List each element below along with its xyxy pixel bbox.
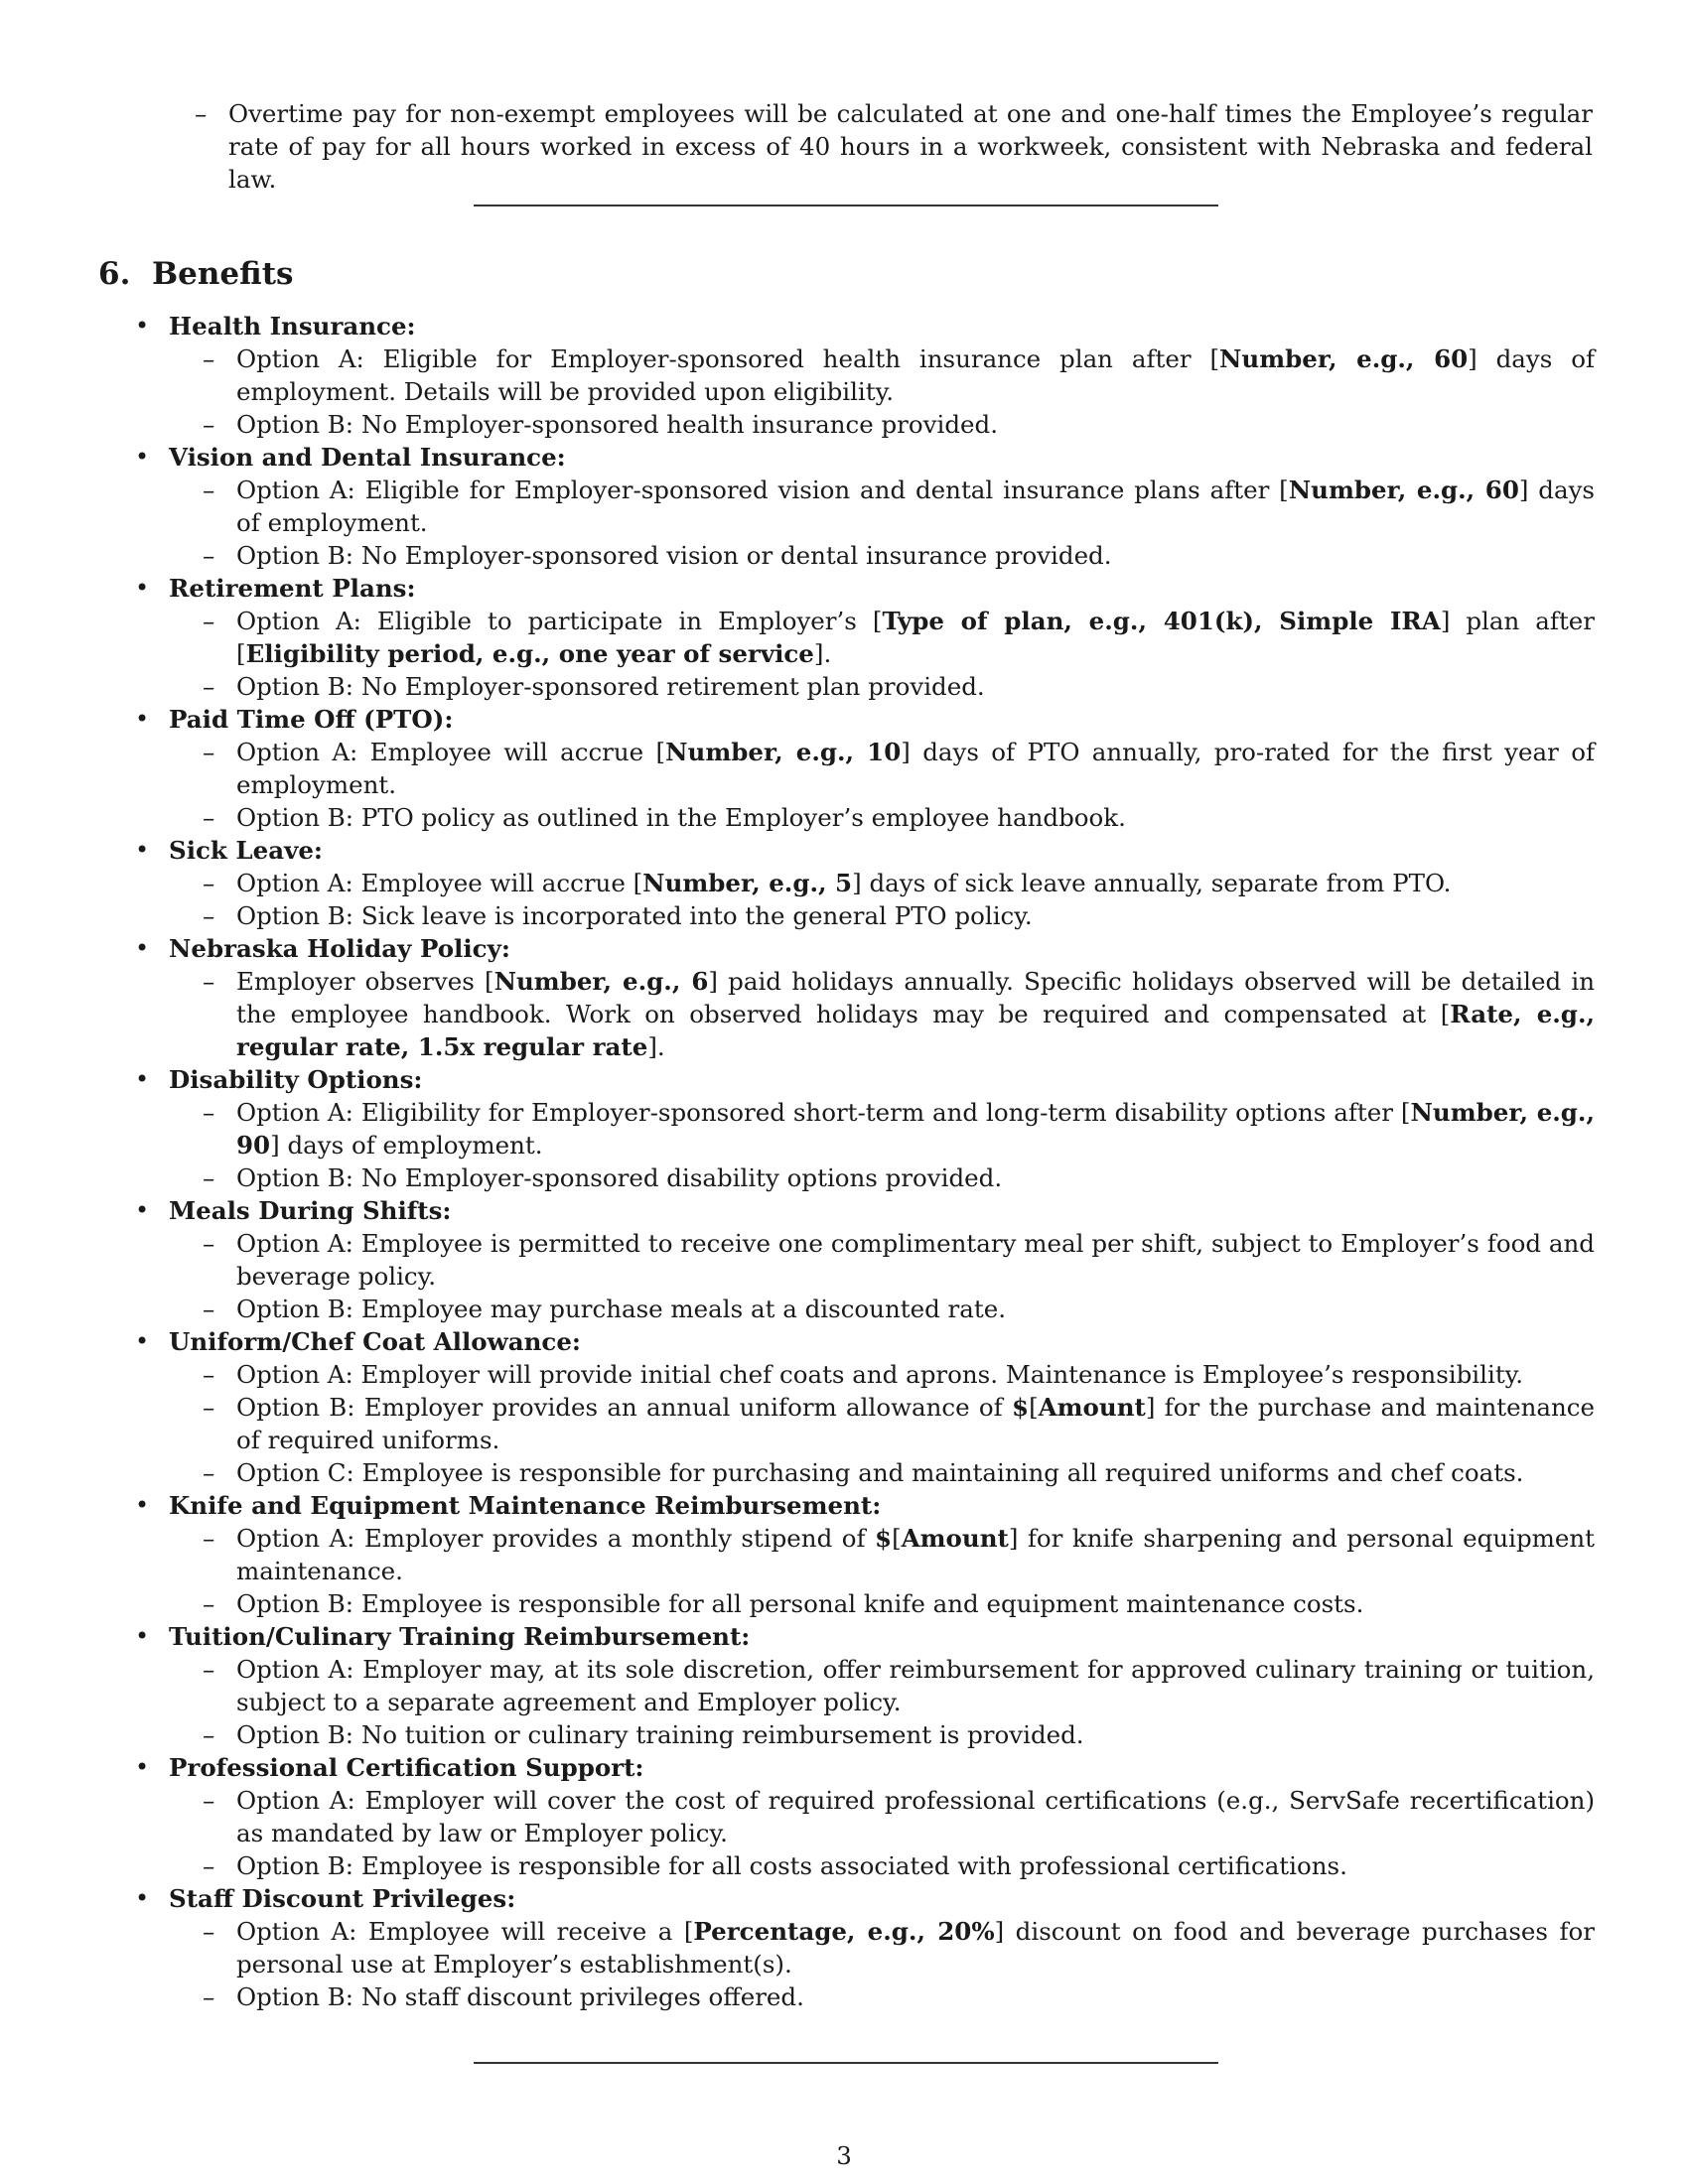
option-text: Option B: Employer provides an annual uniform allowance of (236, 1393, 1012, 1422)
option-list (169, 965, 1595, 1063)
benefit-item (135, 1325, 1595, 1489)
dash-marker: – (203, 967, 215, 996)
benefit-option (203, 1227, 1595, 1293)
option-text: ] days of sick leave annually, separate from PTO. (852, 869, 1452, 897)
bullet-marker: • (135, 1622, 150, 1650)
option-text: Option A: Eligible to participate in Employer’s [ (236, 607, 883, 635)
dash-marker: – (203, 1917, 215, 1946)
bullet-marker: • (135, 1491, 150, 1519)
option-placeholder: Number, e.g., 60 (1288, 476, 1519, 504)
bullet-marker: • (135, 836, 150, 864)
benefit-title: Staff Discount Privileges: (169, 1884, 516, 1913)
benefit-item (135, 1063, 1595, 1194)
option-list (169, 342, 1595, 441)
dash-marker: – (203, 1360, 215, 1389)
benefit-option (203, 965, 1595, 1063)
section-divider (474, 2062, 1218, 2064)
option-text: Employer observes [ (236, 967, 494, 996)
bullet-marker: • (135, 1065, 150, 1093)
benefit-option (203, 342, 1595, 408)
option-list (169, 474, 1595, 572)
option-placeholder: $ (1012, 1393, 1030, 1422)
benefit-option (203, 1587, 1595, 1620)
benefit-option (203, 736, 1595, 801)
option-text: ] discount on food and beverage purchases for personal use at Employer’s establishment(s). (236, 1917, 1595, 1979)
benefit-option (203, 899, 1595, 932)
benefit-title: Health Insurance: (169, 312, 416, 341)
bullet-marker: • (135, 312, 150, 340)
benefit-item (135, 310, 1595, 441)
dash-marker: – (203, 1229, 215, 1258)
option-placeholder: Number, e.g., 60 (1219, 344, 1469, 373)
option-text: Option B: No Employer-sponsored health insurance provided. (236, 410, 998, 439)
option-text: Option B: PTO policy as outlined in the Employer’s employee handbook. (236, 803, 1126, 832)
benefit-item (135, 1194, 1595, 1325)
benefit-item (135, 834, 1595, 932)
benefit-option (203, 1784, 1595, 1849)
bullet-marker: • (135, 1884, 150, 1912)
bullet-marker: • (135, 443, 150, 471)
benefit-option (203, 1161, 1595, 1194)
option-placeholder: Number, e.g., 10 (665, 738, 902, 766)
option-list (169, 1784, 1595, 1882)
dash-marker: – (203, 1524, 215, 1553)
benefit-item (135, 441, 1595, 572)
benefit-option (203, 1980, 1595, 2013)
option-text: Option B: No Employer-sponsored vision or dental insurance provided. (236, 541, 1112, 570)
dash-marker: – (203, 1655, 215, 1684)
option-text: Option B: No Employer-sponsored retirement plan provided. (236, 672, 985, 701)
benefit-option (203, 1849, 1595, 1882)
option-text: Option A: Employer provides a monthly stipend of (236, 1524, 875, 1553)
benefit-option (203, 1456, 1595, 1489)
option-text: Option A: Eligibility for Employer-sponsored short-term and long-term disability options after [ (236, 1098, 1411, 1127)
dash-marker: – (195, 99, 208, 128)
option-text: Option B: No staff discount privileges offered. (236, 1982, 804, 2011)
option-text: Option B: Employee is responsible for all costs associated with professional certifications. (236, 1851, 1347, 1880)
option-text: ] paid holidays annually. Specific holidays observed will be detailed in the employee handbook. Work on observed holidays may be required and compensated at [ (236, 967, 1595, 1028)
bullet-marker: • (135, 705, 150, 733)
dash-marker: – (203, 1851, 215, 1880)
bullet-marker: • (135, 1753, 150, 1781)
page-number: 3 (836, 2141, 852, 2170)
overtime-clause (195, 97, 1593, 196)
benefit-title: Disability Options: (169, 1065, 423, 1094)
section-heading (98, 254, 293, 294)
dash-marker: – (203, 541, 215, 570)
benefit-option (203, 801, 1595, 834)
dash-marker: – (203, 410, 215, 439)
dash-marker: – (203, 1982, 215, 2011)
option-text: ] days of employment. Details will be provided upon eligibility. (236, 344, 1596, 406)
benefit-title: Sick Leave: (169, 836, 323, 865)
benefit-item (135, 572, 1595, 703)
benefit-item (135, 932, 1595, 1063)
dash-marker: – (203, 1589, 215, 1618)
benefit-item (135, 1489, 1595, 1620)
option-list (169, 867, 1595, 932)
option-text: Option B: Employee is responsible for all personal knife and equipment maintenance costs. (236, 1589, 1364, 1618)
dash-marker: – (203, 869, 215, 897)
benefit-option (203, 1718, 1595, 1751)
benefit-option (203, 1522, 1595, 1587)
option-placeholder: Percentage, e.g., 20% (693, 1917, 995, 1946)
option-text: Option A: Eligible for Employer-sponsored vision and dental insurance plans after [ (236, 476, 1289, 504)
option-placeholder: Number, e.g., 5 (642, 869, 853, 897)
benefit-option (203, 408, 1595, 441)
section-divider (474, 205, 1218, 206)
option-list (169, 1522, 1595, 1620)
benefit-title: Tuition/Culinary Training Reimbursement: (169, 1622, 751, 1651)
dash-marker: – (203, 1458, 215, 1487)
option-list (169, 605, 1595, 703)
benefit-option (203, 1391, 1595, 1456)
benefit-item (135, 1620, 1595, 1751)
overtime-text: Overtime pay for non-exempt employees will be calculated at one and one-half times the Employee’s regular rate of pay for all hours worked in excess of 40 hours in a workweek, consistent with Nebraska and federal law. (228, 99, 1593, 194)
option-placeholder: Type of plan, e.g., 401(k), Simple IRA (882, 607, 1441, 635)
benefit-item (135, 1751, 1595, 1882)
benefit-item (135, 1882, 1595, 2013)
dash-marker: – (203, 1393, 215, 1422)
benefit-title: Meals During Shifts: (169, 1196, 452, 1225)
benefit-option (203, 867, 1595, 899)
option-text: Option B: Employee may purchase meals at a discounted rate. (236, 1295, 1006, 1323)
bullet-marker: • (135, 934, 150, 962)
option-list (169, 1096, 1595, 1194)
benefit-option (203, 1915, 1595, 1980)
option-placeholder: Number, e.g., 6 (493, 967, 709, 996)
option-text: ] days of employment. (236, 476, 1596, 537)
section-number: 6. (98, 256, 131, 292)
option-placeholder: $ (875, 1524, 893, 1553)
dash-marker: – (203, 1786, 215, 1815)
benefits-list (135, 310, 1595, 2013)
benefit-option (203, 605, 1595, 670)
option-text: Option B: Sick leave is incorporated into the general PTO policy. (236, 901, 1033, 930)
benefit-option (203, 1653, 1595, 1718)
option-text: Option A: Employer may, at its sole discretion, offer reimbursement for approved culinary training or tuition, subject to a separate agreement and Employer policy. (236, 1655, 1595, 1716)
option-text: ] plan after [ (236, 607, 1595, 668)
option-list (169, 1227, 1595, 1325)
option-text: ] days of PTO annually, pro-rated for the first year of employment. (236, 738, 1596, 799)
benefit-title: Knife and Equipment Maintenance Reimbursement: (169, 1491, 882, 1520)
benefit-option (203, 1096, 1595, 1161)
dash-marker: – (203, 1098, 215, 1127)
dash-marker: – (203, 607, 215, 635)
benefit-title: Uniform/Chef Coat Allowance: (169, 1327, 581, 1356)
option-list (169, 1358, 1595, 1489)
dash-marker: – (203, 344, 215, 373)
option-text: Option A: Employee is permitted to receive one complimentary meal per shift, subject to Employer’s food and beverage policy. (236, 1229, 1595, 1291)
dash-marker: – (203, 672, 215, 701)
benefit-option (203, 474, 1595, 539)
bullet-marker: • (135, 574, 150, 602)
benefit-title: Paid Time Off (PTO): (169, 705, 454, 734)
option-text: Option A: Employer will provide initial chef coats and aprons. Maintenance is Employee’s responsibility. (236, 1360, 1524, 1389)
overtime-item (195, 97, 1593, 196)
option-list (169, 1915, 1595, 2013)
benefit-title: Vision and Dental Insurance: (169, 443, 566, 472)
dash-marker: – (203, 1295, 215, 1323)
benefit-title: Professional Certification Support: (169, 1753, 644, 1782)
benefit-option (203, 670, 1595, 703)
option-text: Option A: Employee will accrue [ (236, 869, 643, 897)
option-text: Option A: Employee will receive a [ (236, 1917, 694, 1946)
option-list (169, 736, 1595, 834)
benefit-option (203, 1293, 1595, 1325)
option-text: Option C: Employee is responsible for purchasing and maintaining all required uniforms and chef coats. (236, 1458, 1524, 1487)
option-text: Option A: Eligible for Employer-sponsored health insurance plan after [ (236, 344, 1220, 373)
section-title: Benefits (151, 256, 294, 292)
option-placeholder: Amount (1038, 1393, 1146, 1422)
dash-marker: – (203, 901, 215, 930)
bullet-marker: • (135, 1327, 150, 1355)
option-text: Option A: Employer will cover the cost of required professional certifications (e.g., ServSafe recertification) as mandated by law or Employer policy. (236, 1786, 1595, 1847)
option-placeholder: Rate, e.g., regular rate, 1.5x regular rate (236, 1000, 1596, 1061)
dash-marker: – (203, 1163, 215, 1192)
benefit-title: Nebraska Holiday Policy: (169, 934, 510, 963)
option-placeholder: Eligibility period, e.g., one year of service (245, 639, 814, 668)
option-placeholder: Number, e.g., 90 (236, 1098, 1595, 1160)
dash-marker: – (203, 476, 215, 504)
option-text: ] for knife sharpening and personal equipment maintenance. (236, 1524, 1595, 1585)
benefit-option (203, 539, 1595, 572)
dash-marker: – (203, 803, 215, 832)
option-text: ] days of employment. (270, 1131, 543, 1160)
option-text: Option B: No tuition or culinary training reimbursement is provided. (236, 1720, 1084, 1749)
option-text: Option B: No Employer-sponsored disability options provided. (236, 1163, 1003, 1192)
option-text: ] for the purchase and maintenance of required uniforms. (236, 1393, 1595, 1454)
option-placeholder: Amount (901, 1524, 1009, 1553)
bullet-marker: • (135, 1196, 150, 1224)
dash-marker: – (203, 738, 215, 766)
option-text: [ (1029, 1393, 1039, 1422)
option-list (169, 1653, 1595, 1751)
option-text: [ (892, 1524, 902, 1553)
benefit-option (203, 1358, 1595, 1391)
option-text: ]. (813, 639, 832, 668)
benefit-title: Retirement Plans: (169, 574, 416, 603)
benefit-item (135, 703, 1595, 834)
option-text: ]. (647, 1032, 665, 1061)
dash-marker: – (203, 1720, 215, 1749)
option-text: Option A: Employee will accrue [ (236, 738, 666, 766)
